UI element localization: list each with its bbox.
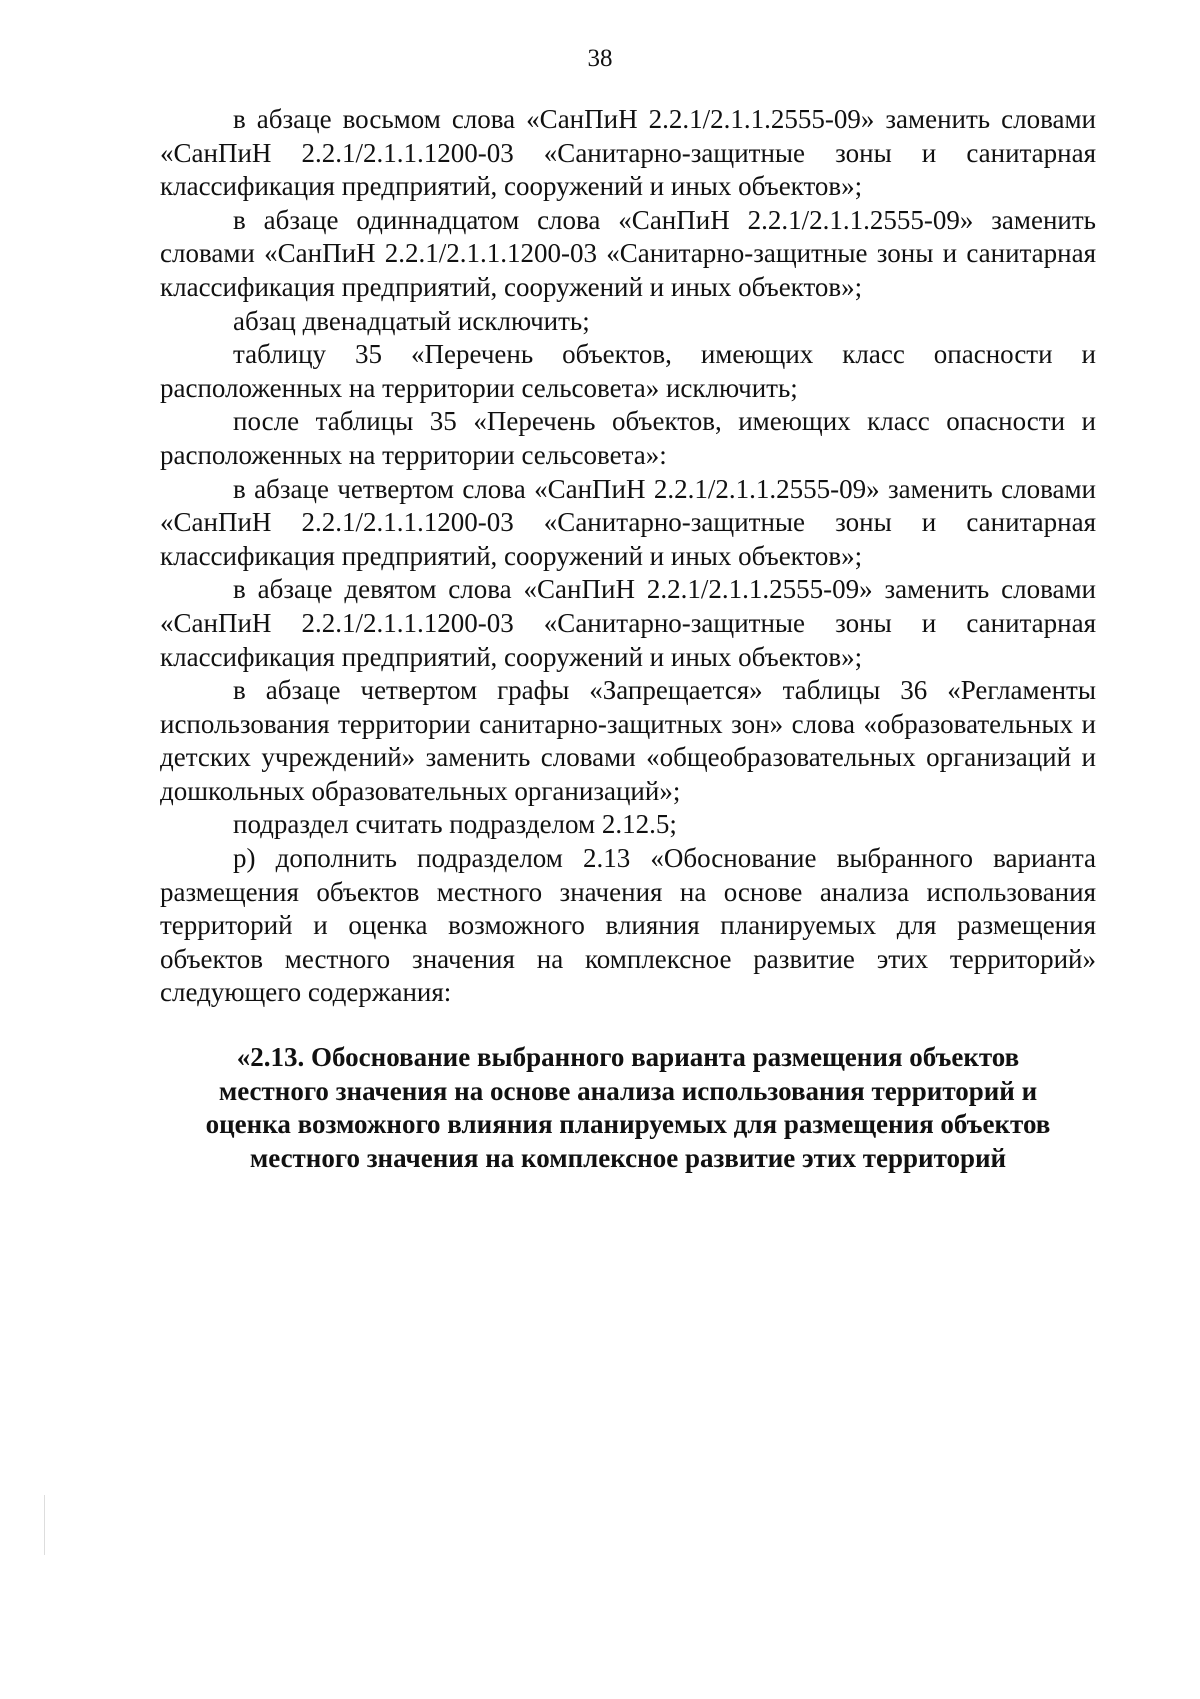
heading-line-4: местного значения на комплексное развитие этих территорий — [249, 1142, 1007, 1173]
paragraph-5: после таблицы 35 «Перечень объектов, имеющих класс опасности и расположенных на территории сельсовета»: — [160, 406, 1096, 470]
paragraph-7: в абзаце девятом слова «СанПиН 2.2.1/2.1.1.2555-09» заменить словами «СанПиН 2.2.1/2.1.1.1200-03 «Санитарно-защитные зоны и санитарная классификация предприятий, сооружений и иных объектов»; — [160, 574, 1096, 672]
heading-line-1: «2.13. Обоснование выбранного варианта размещения объектов — [236, 1042, 1020, 1072]
paragraph-1: в абзаце восьмом слова «СанПиН 2.2.1/2.1.1.2555-09» заменить словами «СанПиН 2.2.1/2.1.1.1200-03 «Санитарно-защитные зоны и санитарная классификация предприятий, сооружений и иных объектов»; — [160, 104, 1096, 202]
paragraph-2: в абзаце одиннадцатом слова «СанПиН 2.2.1/2.1.1.2555-09» заменить словами «СанПиН 2.2.1/2.1.1.1200-03 «Санитарно-защитные зоны и санитарная классификация предприятий, сооружений и иных объектов»; — [160, 204, 1096, 302]
paragraph-6: в абзаце четвертом слова «СанПиН 2.2.1/2.1.1.2555-09» заменить словами «СанПиН 2.2.1/2.1.1.1200-03 «Санитарно-защитные зоны и санитарная классификация предприятий, сооружений и иных объектов»; — [160, 473, 1096, 571]
heading-line-2: местного значения на основе анализа использования территорий и — [218, 1075, 1038, 1106]
section-heading — [160, 1041, 1096, 1175]
paragraph-10: р) дополнить подразделом 2.13 «Обоснование выбранного варианта размещения объектов местного значения на основе анализа использования территорий и оценка возможного влияния планируемых для размещения объектов местного значения на комплексное развитие этих территорий» следующего содержания: — [160, 843, 1096, 1008]
heading-line-3: оценка возможного влияния планируемых для размещения объектов — [205, 1109, 1051, 1139]
paragraph-8: в абзаце четвертом графы «Запрещается» таблицы 36 «Регламенты использования территории санитарно-защитных зон» слова «образовательных и детских учреждений» заменить словами «общеобразовательных организаций и дошкольных образовательных организаций»; — [160, 675, 1096, 806]
paragraph-9: подраздел считать подразделом 2.12.5; — [233, 809, 677, 840]
paragraph-3: абзац двенадцатый исключить; — [233, 305, 590, 336]
page-number: 38 — [587, 45, 613, 72]
paragraph-4: таблицу 35 «Перечень объектов, имеющих класс опасности и расположенных на территории сельсовета» исключить; — [160, 339, 1096, 403]
scan-artifact — [44, 1495, 45, 1555]
document-body — [160, 103, 1096, 1010]
